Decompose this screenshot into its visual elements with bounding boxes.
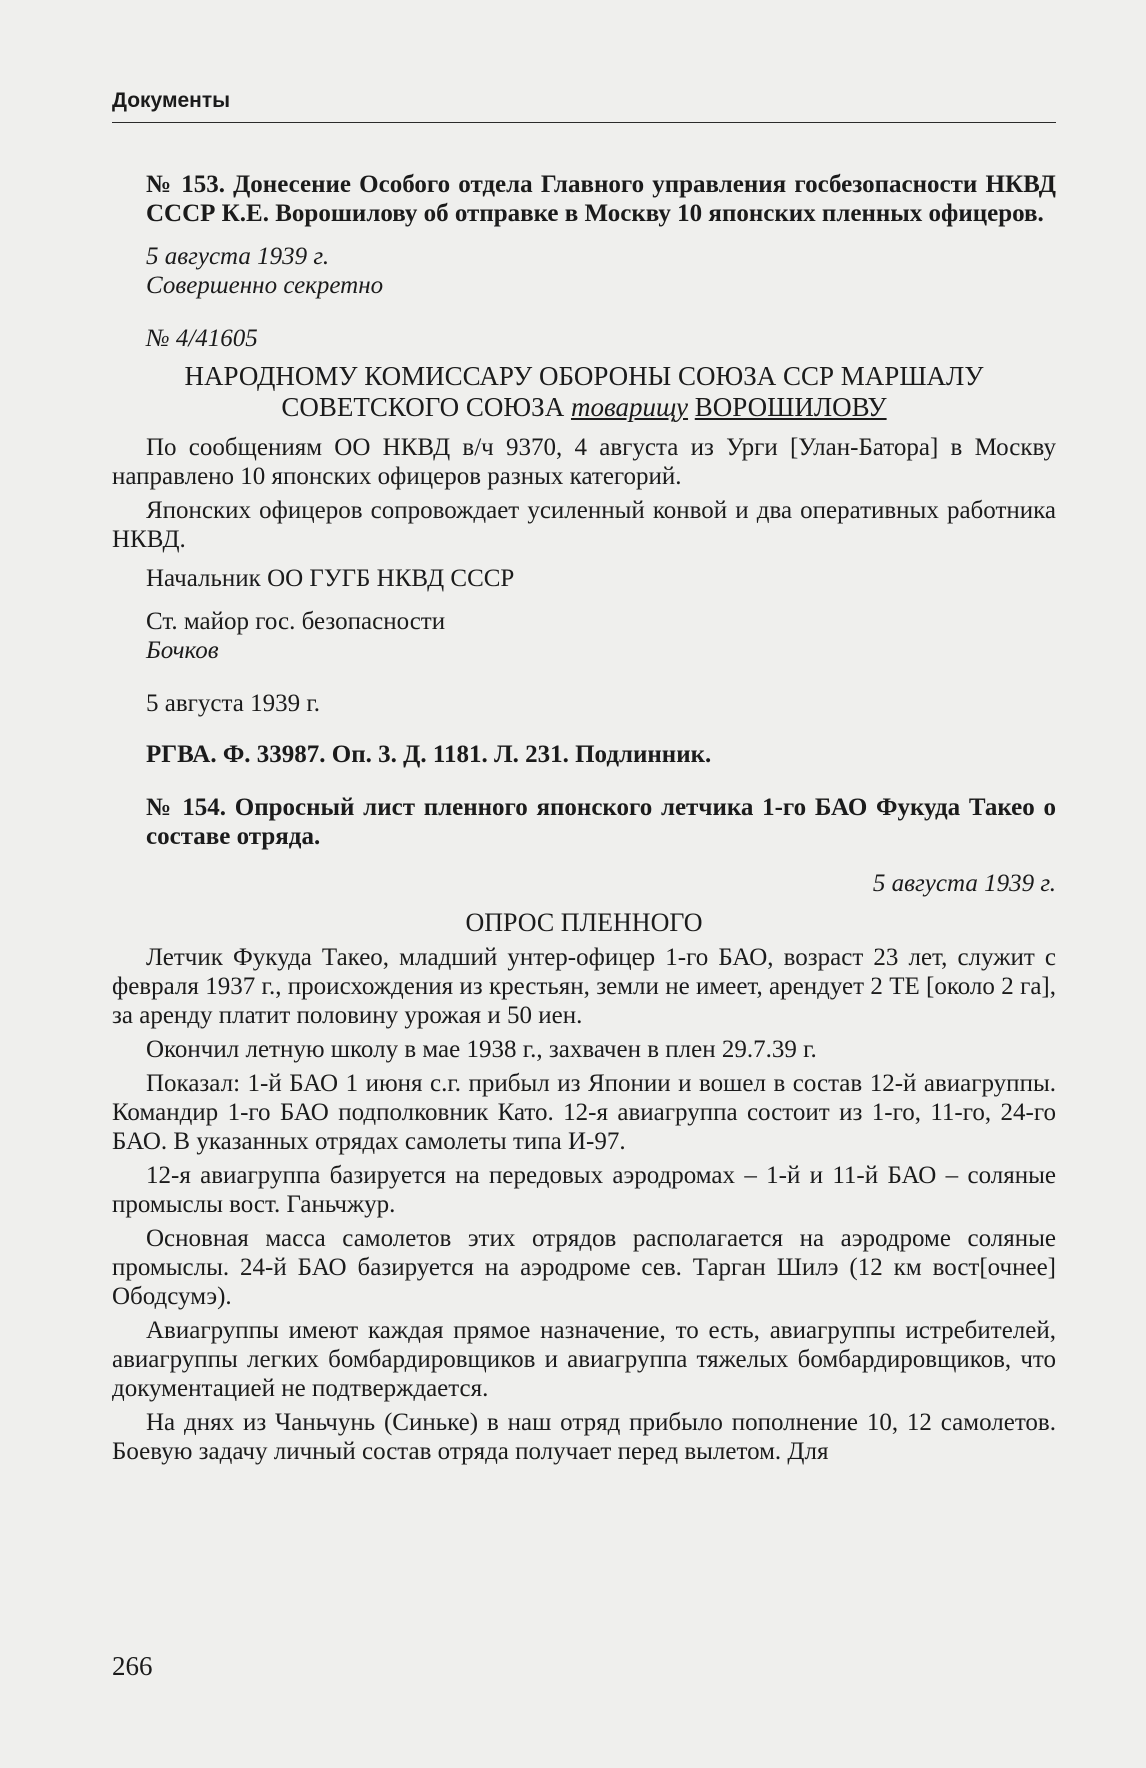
header-rule — [112, 122, 1056, 123]
addressee-comrade: товарищу — [570, 392, 689, 422]
doc154-title: ОПРОС ПЛЕННОГО — [465, 908, 703, 937]
doc154-paragraph-5: Основная масса самолетов этих отрядов располагается на аэродроме соляные промыслы. 24-й БАО базируется на аэродроме сев. Тарган Шилэ (12 км вост[очнее] Ободсумэ). — [112, 1225, 1056, 1310]
doc154-date: 5 августа 1939 г. — [872, 870, 1056, 897]
doc153-heading: № 153. Донесение Особого отдела Главного управления госбезопасности НКВД СССР К.Е. Ворошилову об отправке в Москву 10 японских пленных офицеров. — [146, 171, 1056, 227]
running-head: Документы — [112, 89, 231, 112]
doc153-signer-name: Бочков — [146, 637, 219, 664]
doc153-paragraph-1: По сообщениям ОО НКВД в/ч 9370, 4 августа из Урги [Улан-Батора] в Москву направлено 10 японских офицеров разных категорий. — [112, 434, 1056, 490]
doc154-paragraph-2: Окончил летную школу в мае 1938 г., захвачен в плен 29.7.39 г. — [146, 1036, 817, 1063]
doc154-paragraph-4: 12-я авиагруппа базируется на передовых аэродромах – 1-й и 11-й БАО – соляные промыслы вост. Ганьчжур. — [112, 1162, 1056, 1218]
doc153-signer-title: Начальник ОО ГУГБ НКВД СССР — [146, 565, 515, 592]
doc153-addressee — [112, 361, 1056, 423]
addressee-name: ВОРОШИЛОВУ — [694, 392, 887, 422]
doc154-paragraph-3: Показал: 1-й БАО 1 июня с.г. прибыл из Японии и вошел в состав 12-й авиагруппы. Командир 1-го БАО подполковник Като. 12-я авиагруппа состоит из 1-го, 11-го, 24-го БАО. В указанных отрядах самолеты типа И-97. — [112, 1070, 1056, 1155]
doc153-sign-date: 5 августа 1939 г. — [146, 690, 321, 717]
doc153-archive-ref: РГВА. Ф. 33987. Оп. 3. Д. 1181. Л. 231. Подлинник. — [146, 741, 712, 768]
doc154-heading: № 154. Опросный лист пленного японского летчика 1-го БАО Фукуда Такео о составе отряда. — [146, 794, 1056, 850]
doc154-paragraph-7: На днях из Чаньчунь (Синьке) в наш отряд прибыло пополнение 10, 12 самолетов. Боевую задачу личный состав отряда получает перед вылетом. Для — [112, 1409, 1056, 1465]
doc153-classification: Совершенно секретно — [146, 272, 384, 299]
page-number: 266 — [112, 1651, 153, 1681]
doc153-number: № 4/41605 — [146, 325, 258, 352]
doc153-paragraph-2: Японских офицеров сопровождает усиленный конвой и два оперативных работника НКВД. — [112, 497, 1056, 553]
doc153-signer-rank: Ст. майор гос. безопасности — [146, 608, 446, 635]
doc154-paragraph-1: Летчик Фукуда Такео, младший унтер-офицер 1-го БАО, возраст 23 лет, служит с февраля 1937 г., происхождения из крестьян, земли не имеет, арендует 2 ТЕ [около 2 га], за аренду платит половину урожая и 50 иен. — [112, 944, 1056, 1029]
addressee-title: НАРОДНОМУ КОМИССАРУ ОБОРОНЫ СОЮЗА ССР МАРШАЛУ СОВЕТСКОГО СОЮЗА — [184, 361, 984, 422]
doc154-paragraph-6: Авиагруппы имеют каждая прямое назначение, то есть, авиагруппы истребителей, авиагруппы легких бомбардировщиков и авиагруппа тяжелых бомбардировщиков, что документацией не подтверждается. — [112, 1317, 1056, 1402]
page-content — [112, 170, 1056, 1466]
doc153-date: 5 августа 1939 г. — [146, 243, 330, 270]
